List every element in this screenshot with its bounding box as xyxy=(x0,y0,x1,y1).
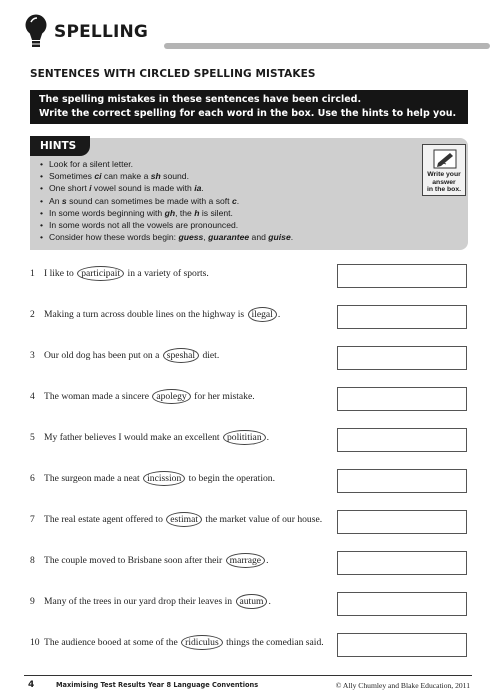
hint-item: • In some words not all the vowels are pronounced. xyxy=(40,219,380,231)
hint-item: • In some words beginning with gh, the h is silent. xyxy=(40,207,380,219)
pencil-icon xyxy=(432,148,458,170)
answer-box-3[interactable] xyxy=(337,346,467,370)
answer-box-4[interactable] xyxy=(337,387,467,411)
hint-item: • Consider how these words begin: guess, guarantee and guise. xyxy=(40,231,380,243)
question-1: 1 I like to participait in a variety of sports. xyxy=(30,268,209,279)
question-4: 4 The woman made a sincere apolegy for her mistake. xyxy=(30,391,255,402)
question-10: 10 The audience booed at some of the ridiculus things the comedian said. xyxy=(30,637,324,648)
title-underline xyxy=(164,43,490,49)
page-header xyxy=(24,14,472,54)
circled-word: incission xyxy=(143,471,185,486)
circled-word: participait xyxy=(77,266,124,281)
hints-list xyxy=(40,158,380,243)
copyright: © Ally Chumley and Blake Education, 2011 xyxy=(335,681,470,690)
circled-word: autum xyxy=(236,594,268,609)
question-6: 6 The surgeon made a neat incission to begin the operation. xyxy=(30,473,275,484)
answer-box-6[interactable] xyxy=(337,469,467,493)
answer-box-7[interactable] xyxy=(337,510,467,534)
circled-word: ilegal xyxy=(248,307,277,322)
question-2: 2 Making a turn across double lines on the highway is ilegal . xyxy=(30,309,281,320)
question-3: 3 Our old dog has been put on a speshal diet. xyxy=(30,350,220,361)
instruction-line-2: Write the correct spelling for each word in the box. Use the hints to help you. xyxy=(39,108,457,119)
hints-label: HINTS xyxy=(30,136,90,156)
circled-word: speshal xyxy=(163,348,199,363)
answer-box-8[interactable] xyxy=(337,551,467,575)
circled-word: apolegy xyxy=(152,389,190,404)
hint-item: • Look for a silent letter. xyxy=(40,158,380,170)
question-5: 5 My father believes I would make an excellent polititian . xyxy=(30,432,270,443)
instruction-line-1: The spelling mistakes in these sentences have been circled. xyxy=(39,94,362,105)
hint-item: • One short i vowel sound is made with ia. xyxy=(40,182,380,194)
answer-box-1[interactable] xyxy=(337,264,467,288)
question-7: 7 The real estate agent offered to estimat the market value of our house. xyxy=(30,514,323,525)
book-title: Maximising Test Results Year 8 Language Conventions xyxy=(56,681,259,689)
lightbulb-icon xyxy=(24,14,48,50)
answer-box-2[interactable] xyxy=(337,305,467,329)
answer-box-9[interactable] xyxy=(337,592,467,616)
hint-item: • An s sound can sometimes be made with a soft c. xyxy=(40,195,380,207)
page-title: SPELLING xyxy=(54,22,149,42)
circled-word: polititian xyxy=(223,430,266,445)
page-number: 4 xyxy=(28,680,35,690)
footer-divider xyxy=(24,675,472,676)
write-answer-note xyxy=(422,144,466,196)
instructions-box xyxy=(30,90,468,124)
section-title: SENTENCES WITH CIRCLED SPELLING MISTAKES xyxy=(30,68,316,80)
answer-box-10[interactable] xyxy=(337,633,467,657)
hint-item: • Sometimes ci can make a sh sound. xyxy=(40,170,380,182)
question-8: 8 The couple moved to Brisbane soon after their marrage . xyxy=(30,555,269,566)
answer-box-5[interactable] xyxy=(337,428,467,452)
circled-word: marrage xyxy=(226,553,265,568)
question-9: 9 Many of the trees in our yard drop their leaves in autum . xyxy=(30,596,271,607)
circled-word: estimat xyxy=(166,512,202,527)
write-answer-text: Write your answer in the box. xyxy=(427,171,461,194)
circled-word: ridiculus xyxy=(181,635,223,650)
